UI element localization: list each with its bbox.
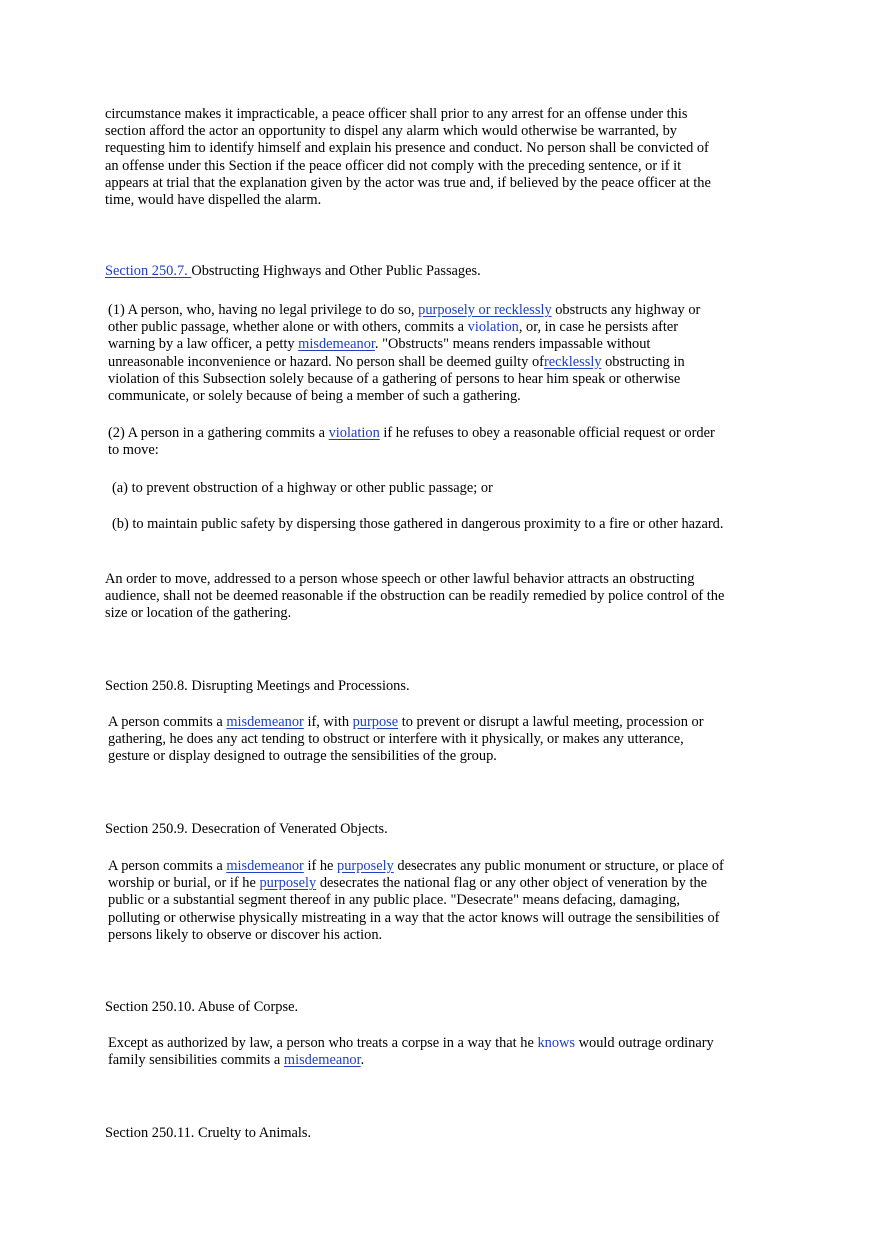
text-run: (1) A person, who, having no legal privilege to do so, [108,302,419,318]
section-250-9-heading: Section 250.9. Desecration of Venerated Objects. [105,821,388,837]
section-250-11-heading: Section 250.11. Cruelty to Animals. [105,1125,312,1141]
term-misdemeanor[interactable]: misdemeanor [226,858,304,874]
section-250-9-paragraph [105,858,728,944]
text-run: if he [303,858,338,874]
section-250-7-link[interactable]: Section 250.7. [105,263,192,279]
text-run: A person commits a [108,858,227,874]
term-misdemeanor[interactable]: misdemeanor [226,714,304,730]
term-purposely[interactable]: purposely [337,858,394,874]
section-250-10-heading: Section 250.10. Abuse of Corpse. [105,999,299,1015]
text-run: obstructing in violation of this Subsection solely because of a gathering of persons to hear him speak or otherwise communicate, or solely because of being a member of such a gathering. [108,353,685,405]
text-run: , or, in case he persists after warning by a law officer, a petty [108,319,679,353]
section-250-10-paragraph [105,1035,728,1069]
term-violation[interactable]: violation [328,425,380,441]
term-purpose[interactable]: purpose [352,714,399,730]
term-misdemeanor[interactable]: misdemeanor [298,336,375,353]
text-run: . "Obstructs" means renders impassable without unreasonable inconvenience or hazard. No person shall be deemed guilty of [108,336,651,370]
term-misdemeanor[interactable]: misdemeanor [283,1052,361,1069]
text-run: would outrage ordinary family sensibilities commits a [108,1035,714,1069]
text-run: desecrates any public monument or structure, or place of worship or burial, or if he [108,858,724,892]
section-250-7-title: Obstructing Highways and Other Public Passages. [191,263,481,279]
section-250-7-subsection-2 [105,425,728,459]
section-250-7-item-a: (a) to prevent obstruction of a highway or other public passage; or [112,480,493,496]
text-run: desecrates the national flag or any other object of veneration by the public or a substantial segment thereof in any public place. "Desecrate" means defacing, damaging, polluting or otherwise physically mistreating in a way that the actor knows will outrage the sensibilities of persons likely to observe or discover his action. [108,875,720,943]
text-run: Except as authorized by law, a person who treats a corpse in a way that he [108,1035,538,1051]
section-250-8-heading: Section 250.8. Disrupting Meetings and Processions. [105,678,410,694]
section-250-7-order-paragraph: An order to move, addressed to a person whose speech or other lawful behavior attracts an obstructing audience, shall not be deemed reasonable if the obstruction can be readily remedied by police control of the size or location of the gathering. [105,571,725,622]
term-violation[interactable]: violation [467,319,519,336]
term-knows[interactable]: knows [537,1035,576,1051]
section-250-7-heading [105,263,725,280]
term-purposely-or-recklessly[interactable]: purposely or recklessly [418,302,552,318]
paragraph-intro: circumstance makes it impracticable, a peace officer shall prior to any arrest for an offense under this section afford the actor an opportunity to dispel any alarm which would otherwise be warranted, by requesting him to identify himself and explain his presence and conduct. No person shall be convicted of an offense under this Section if the peace officer did not comply with the preceding sentence, or if it appears at trial that the explanation given by the actor was true and, if believed by the peace officer at the time, would have dispelled the alarm. [105,106,711,209]
section-250-7-subsection-1 [105,302,728,405]
term-recklessly[interactable]: recklessly [543,353,602,370]
section-250-7-item-b: (b) to maintain public safety by dispersing those gathered in dangerous proximity to a fire or other hazard. [112,516,724,532]
text-run: to prevent or disrupt a lawful meeting, procession or gathering, he does any act tending to obstruct or interfere with it physically, or makes any utterance, gesture or display designed to outrage the sensibilities of the group. [108,714,704,765]
text-run: if, with [303,714,353,730]
text-run: (2) A person in a gathering commits a [108,425,329,441]
section-250-8-paragraph [105,714,728,766]
text-run: A person commits a [108,714,227,730]
term-purposely[interactable]: purposely [259,875,317,892]
text-run: if he refuses to obey a reasonable official request or order to move: [108,425,715,459]
text-run: . [360,1052,365,1069]
text-run: obstructs any highway or other public passage, whether alone or with others, commits a [108,302,701,336]
